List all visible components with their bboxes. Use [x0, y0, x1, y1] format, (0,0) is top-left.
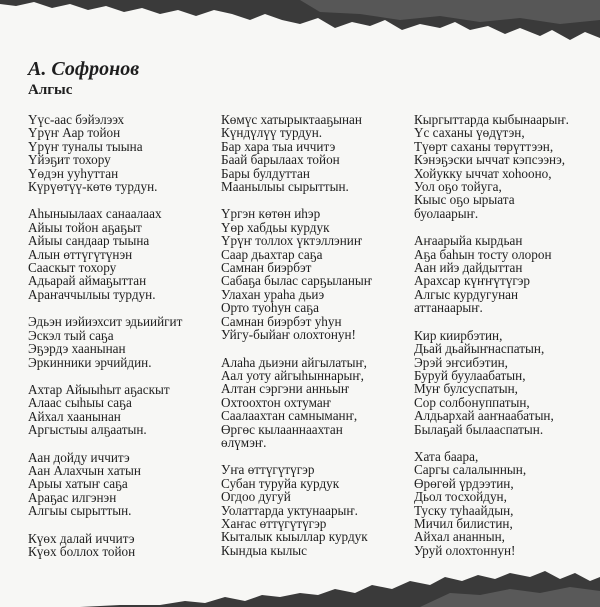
poem-line: Орто туоһун саҕа: [221, 300, 319, 316]
poem-line: Хойукку ыччат хоһооно,: [414, 165, 552, 181]
poem-line: Сор солбонуппатын,: [414, 394, 530, 410]
poem-line: Маанылыы сырыттын.: [221, 179, 349, 195]
poem-line: Уруй олохтоннун!: [414, 542, 516, 558]
poem-line: Мичил билистин,: [414, 515, 513, 531]
poem-line: Дьай дьайыҥнаспатын,: [414, 341, 545, 357]
poem-line: Айыы сандаар тыына: [28, 233, 150, 249]
poem-line: Аан ийэ дайдыттан: [414, 260, 523, 276]
poem-line: Алаас сыһыы саҕа: [28, 395, 132, 411]
poem-line: Айхал ананнын,: [414, 529, 505, 545]
poem-line: Саргы салалыннын,: [414, 462, 527, 478]
poem-line: Адьарай аймаҕыттан: [28, 273, 147, 289]
poem-line: Көмүс хатырыктааҕынан: [221, 112, 362, 127]
poem-line: Аҕа баһын тосту олорон: [414, 246, 552, 262]
poem-line: Эҕэрдэ хаанынан: [28, 341, 126, 357]
poem-line: Түөрт саханы төрүттээн,: [414, 138, 554, 154]
poem-line: Кыталык кыыллар курдук: [221, 529, 368, 545]
poem-line: Кэнэҕэски ыччат кэпсээнэ,: [414, 152, 566, 168]
poem-line: Үйэҕит тохору: [28, 152, 111, 168]
poem-line: Кындыа кылыс: [221, 542, 307, 558]
poem-line: Күөх далай иччитэ: [28, 530, 135, 546]
stanza: [28, 383, 182, 437]
poem-line: Охтоохтон охтумаҥ: [221, 394, 331, 410]
poem-line: Арыы хатыҥ саҕа: [28, 476, 128, 492]
poem-line: Хаҥас өттүгүтүгэр: [221, 515, 327, 531]
poem-line: Үрүҥ Аар тойон: [28, 125, 121, 141]
poem-line: Алын өттүгүтүнэн: [28, 246, 133, 262]
poem-line: Алтан сэргэни анньыҥ: [221, 381, 350, 397]
poem-line: Кыыс оҕо ырыата: [414, 192, 515, 208]
stanza: [28, 451, 182, 518]
poem-line: Аһыныылаах санаалаах: [28, 206, 162, 222]
poem-title: Алгыс: [28, 82, 73, 98]
poem-line: Үрүҥ толлох үктэллэниҥ: [221, 233, 363, 249]
poem-line: Аан дойду иччитэ: [28, 449, 130, 465]
stanza: [28, 315, 182, 369]
poem-line: Үргэн көтөн иһэр: [221, 206, 321, 222]
poem-line: Аан Алахчын хатын: [28, 462, 141, 478]
torn-bottom-border: [0, 567, 600, 607]
poem-line: Кыргыттарда кыбынаарыҥ.: [414, 112, 569, 127]
poem-line: Самнан биэрбэт уһун: [221, 313, 342, 329]
poem-line: Үөр хабдьы курдук: [221, 219, 330, 235]
stanza: [221, 463, 372, 557]
stanza: [414, 113, 569, 220]
poem-line: Эскэл тый саҕа: [28, 327, 114, 343]
poem-line: Эрэй эҥсибэтин,: [414, 354, 508, 370]
poem-line: Саалаахтан самныманҥ,: [221, 408, 358, 424]
stanza: [414, 329, 569, 436]
poem-line: Хата баара,: [414, 448, 479, 464]
poem-line: Сабаҕа былас сарҕыланыҥ: [221, 273, 372, 289]
poem-column-2: [221, 113, 372, 571]
stanza: [28, 207, 182, 301]
poem-line: өлүмэҥ.: [221, 434, 267, 450]
poem-line: буолаарыҥ.: [414, 205, 479, 221]
poem-line: Баай барылаах тойон: [221, 152, 340, 168]
poem-column-1: [28, 113, 182, 572]
poem-line: Бар хара тыа иччитэ: [221, 138, 336, 154]
poem-line: Айыы тойон аҕаҕыт: [28, 219, 142, 235]
poem-line: Арахсар күҥҥүтүгэр: [414, 273, 530, 289]
poem-line: Огдоо дугуй: [221, 489, 291, 505]
poem-line: Араҕас илгэнэн: [28, 489, 117, 505]
poem-line: Араҥаччылыы турдун.: [28, 286, 156, 302]
poem-line: Муҥ булсуспатын,: [414, 381, 518, 397]
poem-line: Аал уоту айгыһыннарыҥ,: [221, 367, 364, 383]
poem-line: Үөдэн ууһуттан: [28, 165, 119, 181]
stanza: [28, 532, 182, 559]
poem-line: Былаҕай былааспатын.: [414, 421, 544, 437]
author-name: А. Софронов: [28, 58, 140, 80]
poem-line: Аргыстыы алҕаатын.: [28, 422, 147, 438]
poem-column-3: [414, 113, 569, 571]
poem-line: Уҥа өттүгүтүгэр: [221, 462, 315, 478]
poem-line: Эркинники эрчийдин.: [28, 354, 152, 370]
poem-line: Ахтар Айыыһыт аҕаскыт: [28, 381, 170, 397]
poem-line: аттанаарыҥ.: [414, 300, 483, 316]
poem-line: Күндүлүү турдун.: [221, 125, 323, 141]
poem-line: Уйгу-быйаҥ олохтонун!: [221, 327, 356, 343]
poem-line: Кир киирбэтин,: [414, 327, 503, 343]
poem-line: Дьол тосхойдун,: [414, 489, 507, 505]
poem-line: Аҥаарыйа кырдьан: [414, 233, 523, 249]
torn-top-border: [0, 0, 600, 48]
poem-line: Субан туруйа курдук: [221, 475, 340, 491]
poem-line: Уол оҕо тойуга,: [414, 179, 502, 195]
poem-line: Саар дьахтар саҕа: [221, 246, 323, 262]
stanza: [414, 450, 569, 557]
poem-line: Туску туһаайдын,: [414, 502, 514, 518]
poem-line: Өргөс кылааннаахтан: [221, 421, 343, 437]
poem-line: Күрүөтүү-көтө турдун.: [28, 179, 158, 195]
poem-line: Алгыс курдугунан: [414, 286, 519, 302]
stanza: [221, 207, 372, 341]
stanza: [221, 113, 372, 193]
poem-line: Алаһа дьиэни айгылатыҥ,: [221, 354, 367, 370]
poem-line: Айхал хаанынан: [28, 408, 121, 424]
poem-line: Эдьэн иэйиэхсит эдьиийгит: [28, 314, 183, 330]
poem-line: Үүс-аас бэйэлээх: [28, 112, 125, 127]
poem-line: Үс саханы үөдүтэн,: [414, 125, 525, 141]
poem-line: Бары булдуттан: [221, 165, 310, 181]
poem-line: Алгыы сырыттын.: [28, 503, 132, 519]
poem-line: Буруй буулаабатын,: [414, 367, 526, 383]
poem-line: Алдьархай ааҥнаабатын,: [414, 408, 554, 424]
poem-line: Өрөгөй үрдээтин,: [414, 475, 514, 491]
poem-line: Үрүҥ туналы тыына: [28, 138, 143, 154]
poem-line: Самнан биэрбэт: [221, 260, 312, 276]
poem-line: Улахан ураһа дьиэ: [221, 286, 325, 302]
poem-line: Сааскыт тохору: [28, 260, 117, 276]
poem-line: Уолаттарда уктунаарыҥ.: [221, 502, 358, 518]
poem-line: Күөх боллох тойон: [28, 543, 136, 559]
stanza: [28, 113, 182, 193]
stanza: [414, 234, 569, 314]
stanza: [221, 356, 372, 450]
